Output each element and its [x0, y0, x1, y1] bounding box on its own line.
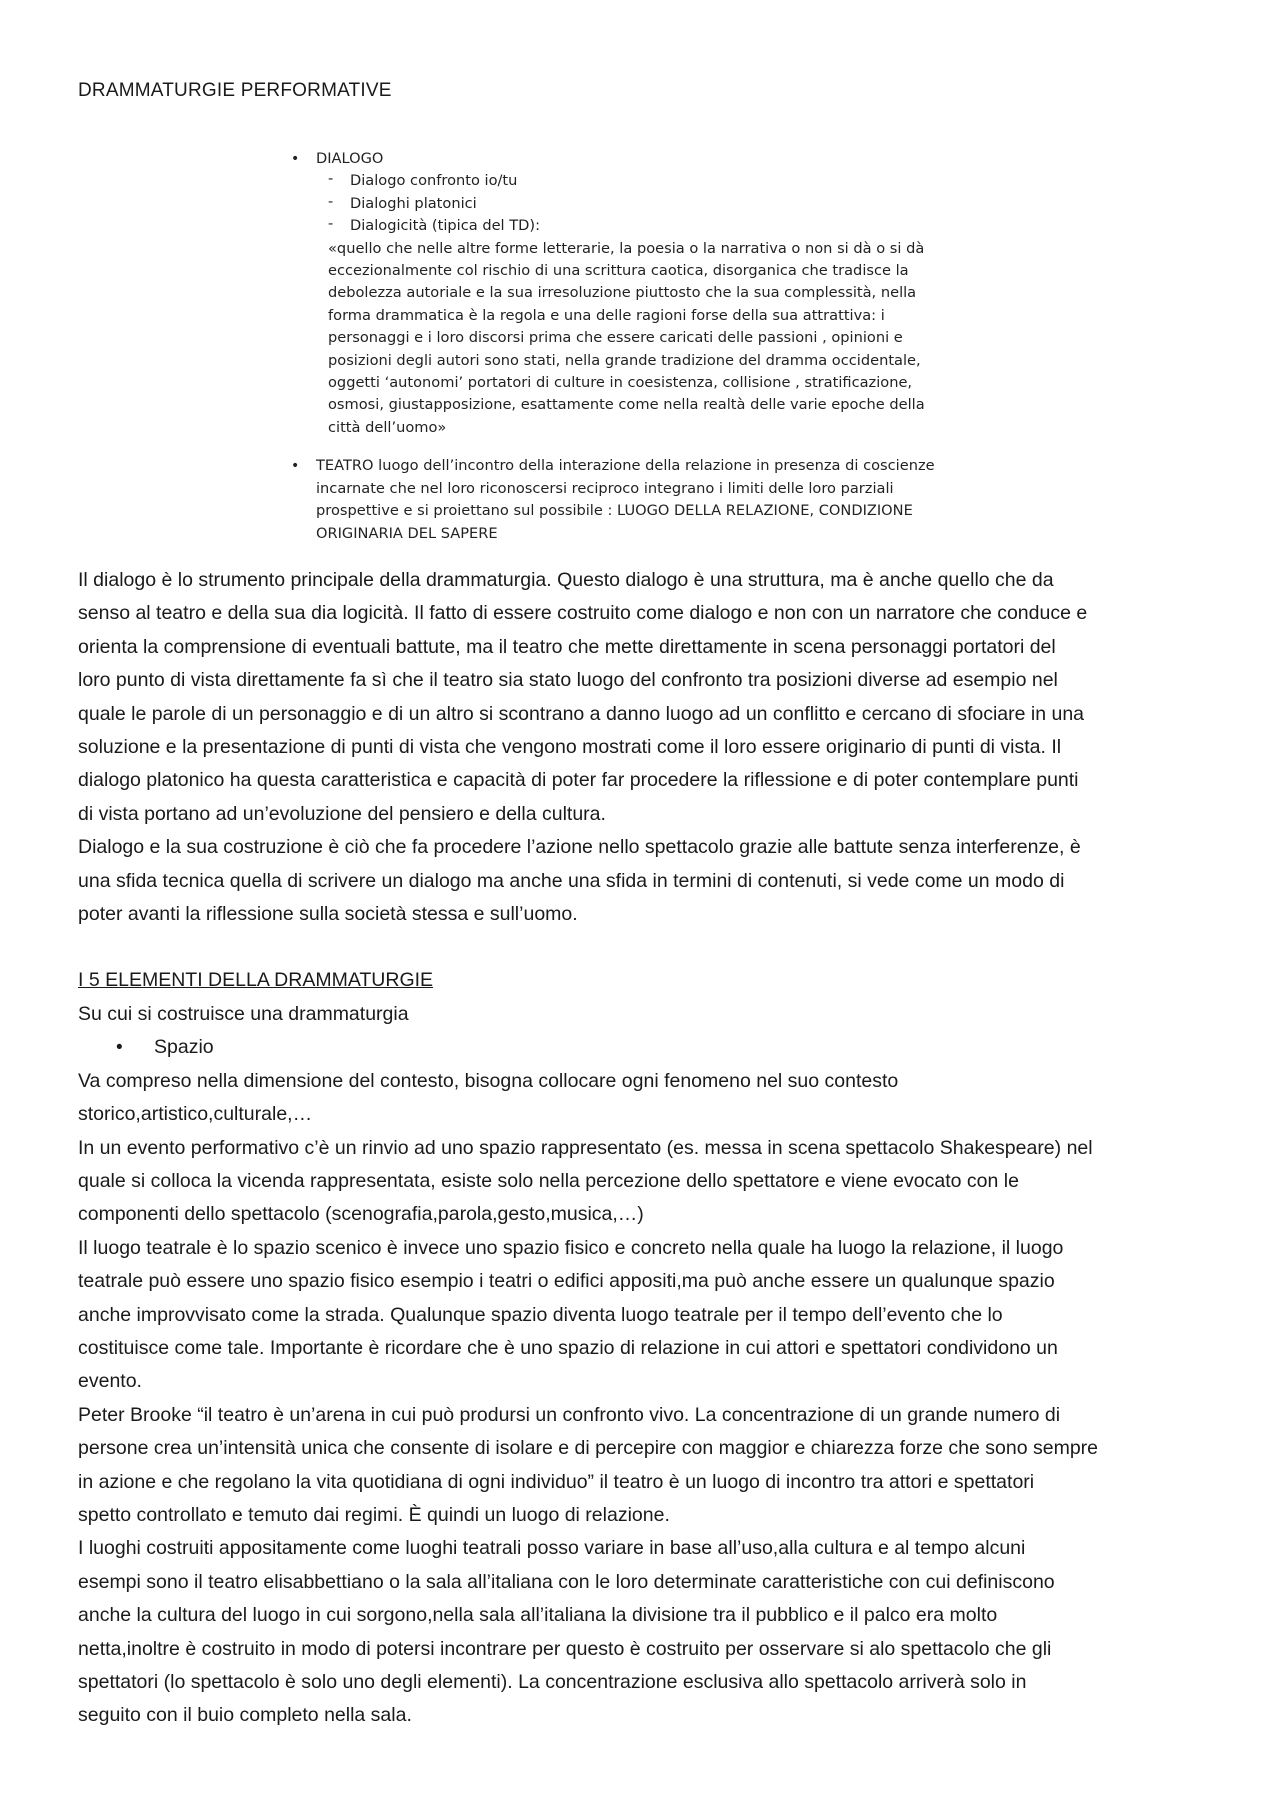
text-line: costituisce come tale. Importante è ricordare che è uno spazio di relazione in cui attori e spettatori condividono un	[78, 1336, 1058, 1359]
text-line: In un evento performativo c’è un rinvio ad uno spazio rappresentato (es. messa in scena spettacolo Shakespeare) nel	[78, 1136, 1093, 1159]
text-line: spettatori (lo spettacolo è solo uno degli elementi). La concentrazione esclusiva allo spettacolo arriverà solo in	[78, 1671, 1027, 1693]
text-line: esempi sono il teatro elisabbettiano o la sala all’italiana con le loro determinate caratteristiche con cui definiscono	[78, 1570, 1055, 1593]
text-line: componenti dello spettacolo (scenografia,parola,gesto,musica,…)	[78, 1203, 644, 1226]
text-line: Va compreso nella dimensione del contesto, bisogna collocare ogni fenomeno nel suo contesto	[78, 1069, 899, 1092]
text-line: netta,inoltre è costruito in modo di potersi incontrare per questo è costruito per osservare si alo spettacolo che gli	[78, 1637, 1052, 1660]
text-line: loro punto di vista direttamente fa sì che il teatro sia stato luogo del confronto tra posizioni diverse ad esempio nel	[78, 669, 1058, 692]
bullet-dialogo: • DIALOGO	[288, 148, 1008, 170]
teatro-line: ORIGINARIA DEL SAPERE	[316, 524, 498, 542]
dialogo-subitem: - Dialogicità (tipica del TD):	[288, 215, 1008, 237]
document-body	[78, 564, 1212, 1733]
bullet-spazio: • Spazio	[78, 1031, 1212, 1064]
text-line: Il dialogo è lo strumento principale della drammaturgia. Questo dialogo è una struttura, ma è anche quello che da	[78, 569, 1054, 591]
document-title: DRAMMATURGIE PERFORMATIVE	[78, 80, 392, 101]
text-line: di vista portano ad un’evoluzione del pensiero e della cultura.	[78, 802, 606, 825]
text-line: dialogo platonico ha questa caratteristica e capacità di poter far procedere la riflessione e di poter contemplare punti	[78, 769, 1079, 792]
dialogicita-quote	[288, 238, 1008, 440]
text-line: persone crea un’intensità unica che consente di isolare e di percepire con maggior e chiarezza forze che sono sempre	[78, 1437, 1098, 1460]
text-line: storico,artistico,culturale,…	[78, 1103, 313, 1126]
paragraph-spazio	[78, 1065, 1212, 1733]
dialogo-subitem: - Dialogo confronto io/tu	[288, 170, 1008, 192]
text-line: poter avanti la riflessione sulla società stessa e sull’uomo.	[78, 903, 578, 926]
quote-line: oggetti ‘autonomi’ portatori di culture in coesistenza, collisione , stratificazione,	[328, 374, 913, 392]
text-line: senso al teatro e della sua dia logicità. Il fatto di essere costruito come dialogo e non con un narratore che conduce e	[78, 602, 1088, 625]
text-line: seguito con il buio completo nella sala.	[78, 1704, 412, 1727]
teatro-line: • TEATRO luogo dell’incontro della interazione della relazione in presenza di coscienze	[316, 457, 935, 475]
slide-excerpt-image	[288, 148, 1008, 558]
quote-line: debolezza autoriale e la sua irresoluzione piuttosto che la sua complessità, nella	[328, 284, 917, 302]
section-intro: Su cui si costruisce una drammaturgia	[78, 1002, 409, 1025]
quote-line: personaggi e i loro discorsi prima che essere caricati delle passioni , opinioni e	[328, 329, 903, 347]
text-line: evento.	[78, 1370, 142, 1393]
text-line: una sfida tecnica quella di scrivere un dialogo ma anche una sfida in termini di contenuti, si vede come un modo di	[78, 869, 1065, 892]
text-line: in azione e che regolano la vita quotidiana di ogni individuo” il teatro è un luogo di incontro tra attori e spettatori	[78, 1470, 1035, 1493]
text-line: soluzione e la presentazione di punti di vista che vengono mostrati come il loro essere originario di punti di vista. Il	[78, 736, 1062, 759]
quote-line: «quello che nelle altre forme letterarie, la poesia o la narrativa o non si dà o si dà	[328, 239, 925, 257]
teatro-line: incarnate che nel loro riconoscersi reciproco integrano i limiti delle loro parziali	[316, 479, 894, 497]
text-line: quale si colloca la vicenda rappresentata, esiste solo nella percezione dello spettatore e viene evocato con le	[78, 1169, 1019, 1192]
teatro-line: prospettive e si proiettano sul possibile : LUOGO DELLA RELAZIONE, CONDIZIONE	[316, 502, 913, 520]
text-line: spetto controllato e temuto dai regimi. È quindi un luogo di relazione.	[78, 1503, 670, 1526]
text-line: Il luogo teatrale è lo spazio scenico è invece uno spazio fisico e concreto nella quale ha luogo la relazione, il luogo	[78, 1236, 1064, 1259]
text-line: orienta la comprensione di eventuali battute, ma il teatro che mette direttamente in scena personaggi portatori del	[78, 635, 1056, 658]
paragraph-dialogo	[78, 564, 1212, 831]
text-line: teatrale può essere uno spazio fisico esempio i teatri o edifici appositi,ma può anche essere un qualunque spazio	[78, 1270, 1055, 1293]
text-line: Dialogo e la sua costruzione è ciò che fa procedere l’azione nello spettacolo grazie alle battute senza interferenze, è	[78, 836, 1081, 859]
quote-line: città dell’uomo»	[328, 418, 447, 436]
text-line: I luoghi costruiti appositamente come luoghi teatrali posso variare in base all’uso,alla cultura e al tempo alcuni	[78, 1537, 1026, 1560]
quote-line: eccezionalmente col rischio di una scrittura caotica, disorganica che tradisce la	[328, 262, 909, 280]
quote-line: osmosi, giustapposizione, esattamente come nella realtà delle varie epoche della	[328, 396, 925, 414]
dialogo-subitem: - Dialoghi platonici	[288, 193, 1008, 215]
blank-line	[78, 931, 1212, 964]
text-line: quale le parole di un personaggio e di un altro si scontrano a danno luogo ad un conflitto e cercano di sfociare in una	[78, 702, 1085, 725]
section-heading: I 5 ELEMENTI DELLA DRAMMATURGIE	[78, 969, 434, 992]
text-line: anche la cultura del luogo in cui sorgono,nella sala all’italiana la divisione tra il pubblico e il palco era molto	[78, 1604, 998, 1627]
quote-line: posizioni degli autori sono stati, nella grande tradizione del dramma occidentale,	[328, 351, 921, 369]
quote-line: forma drammatica è la regola e una delle ragioni forse della sua attrattiva: i	[328, 306, 885, 324]
text-line: Peter Brooke “il teatro è un’arena in cui può prodursi un confronto vivo. La concentrazione di un grande numero di	[78, 1403, 1061, 1426]
text-line: anche improvvisato come la strada. Qualunque spazio diventa luogo teatrale per il tempo dell’evento che lo	[78, 1303, 1003, 1326]
bullet-teatro	[288, 455, 1008, 545]
paragraph-costruzione	[78, 831, 1212, 931]
